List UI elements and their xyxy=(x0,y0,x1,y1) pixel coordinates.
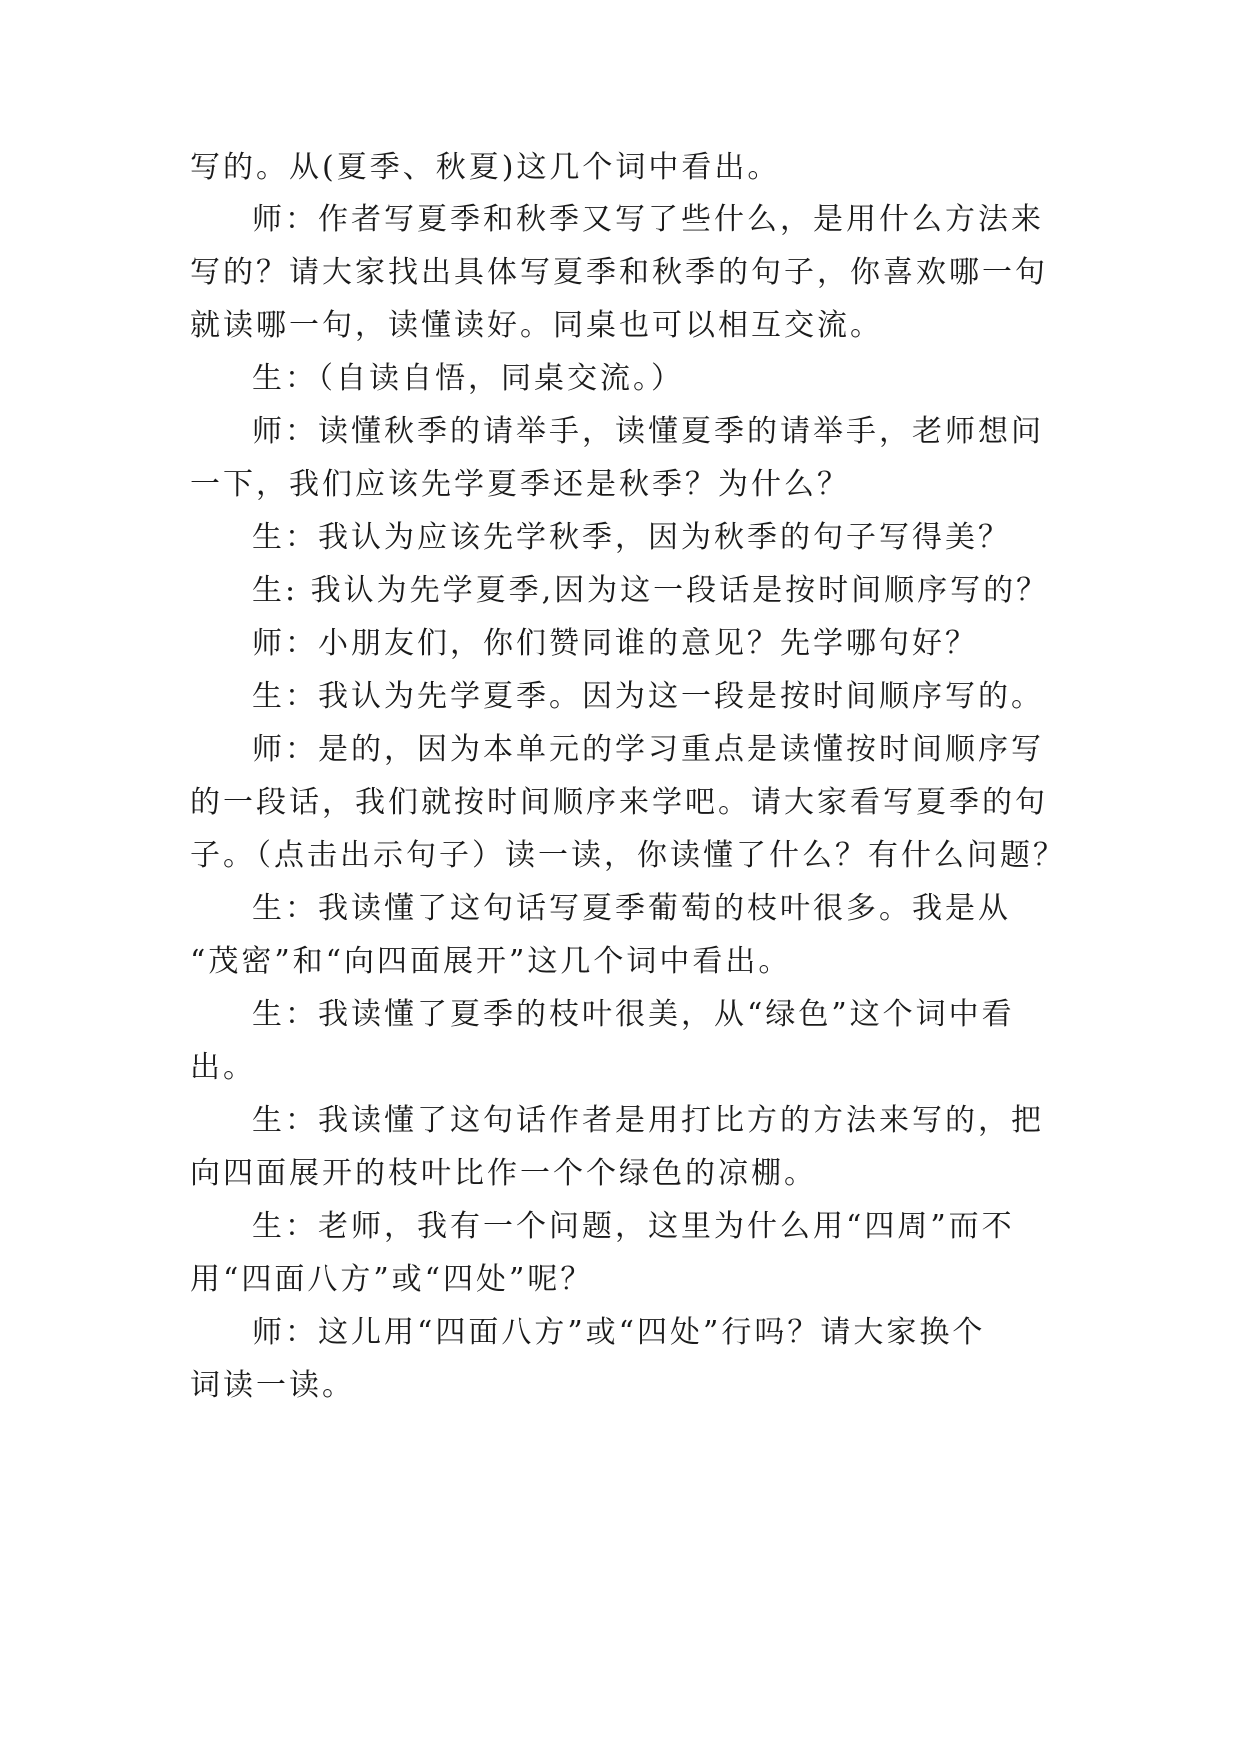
text-line: 子。（点击出示句子）读一读，你读懂了什么？有什么问题？ xyxy=(190,838,1066,873)
text-line: 一下，我们应该先学夏季还是秋季？为什么？ xyxy=(190,467,850,502)
text-line: 生：我读懂了夏季的枝叶很美，从“绿色”这个词中看 xyxy=(252,997,1015,1032)
text-line: 向四面展开的枝叶比作一个个绿色的凉棚。 xyxy=(190,1156,817,1191)
text-line: “茂密”和“向四面展开”这几个词中看出。 xyxy=(190,944,792,979)
text-line: 师：是的，因为本单元的学习重点是读懂按时间顺序写 xyxy=(252,732,1044,767)
text-line: 的一段话，我们就按时间顺序来学吧。请大家看写夏季的句 xyxy=(190,785,1048,820)
text-line: 生：我认为先学夏季。因为这一段是按时间顺序写的。 xyxy=(252,679,1044,714)
text-line: 生：我认为应该先学秋季，因为秋季的句子写得美？ xyxy=(252,520,1011,555)
text-line: 生：我读懂了这句话写夏季葡萄的枝叶很多。我是从 xyxy=(252,891,1011,926)
text-line: 词读一读。 xyxy=(190,1368,355,1403)
text-line: 用“四面八方”或“四处”呢？ xyxy=(190,1262,594,1297)
text-line: 就读哪一句，读懂读好。同桌也可以相互交流。 xyxy=(190,308,883,343)
text-line: 出。 xyxy=(190,1050,256,1085)
text-line: 师：这儿用“四面八方”或“四处”行吗？请大家换个 xyxy=(252,1315,986,1350)
text-line: 生：老师，我有一个问题，这里为什么用“四周”而不 xyxy=(252,1209,1015,1244)
text-line: 生：（自读自悟，同桌交流。） xyxy=(252,361,684,396)
text-line: 师：小朋友们，你们赞同谁的意见？先学哪句好？ xyxy=(252,626,978,661)
text-line: 写的。从(夏季、秋夏)这几个词中看出。 xyxy=(190,150,781,185)
text-line: 生: 我认为先学夏季,因为这一段话是按时间顺序写的？ xyxy=(252,573,1050,608)
text-line: 写的？请大家找出具体写夏季和秋季的句子，你喜欢哪一句 xyxy=(190,255,1048,290)
text-line: 师：读懂秋季的请举手，读懂夏季的请举手，老师想问 xyxy=(252,414,1044,449)
text-line: 生：我读懂了这句话作者是用打比方的方法来写的，把 xyxy=(252,1103,1044,1138)
text-line: 师：作者写夏季和秋季又写了些什么，是用什么方法来 xyxy=(252,202,1044,237)
